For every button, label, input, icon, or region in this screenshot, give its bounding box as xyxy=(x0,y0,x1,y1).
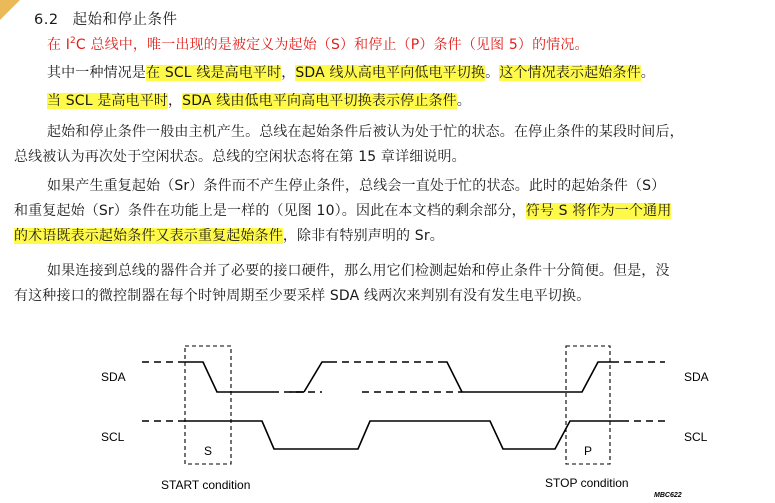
p1-superscript: 2 xyxy=(70,36,76,46)
p6-line-1-text: 如果连接到总线的器件合并了必要的接口硬件，那么用它们检测起始和停止条件十分简便。但是，没 xyxy=(47,263,670,279)
p5-highlight-2: 的术语既表示起始条件又表示重复起始条件 xyxy=(14,228,283,244)
p3-text-b: 。 xyxy=(456,93,471,109)
p1-text-b: C 总线中，唯一出现的是被定义为起始（S）和停止（P）条件（见图 5）的情况。 xyxy=(75,37,589,53)
p2-text-a: 其中一种情况是 xyxy=(47,65,147,81)
scl-label-right: SCL xyxy=(684,430,708,444)
p4-line-1-text: 起始和停止条件一般由主机产生。总线在起始条件后被认为处于忙的状态。在停止条件的某段时间后， xyxy=(47,124,684,140)
scl-label-left: SCL xyxy=(101,430,125,444)
figure-id: MBC622 xyxy=(654,492,682,499)
sda-stop-edge xyxy=(540,362,612,392)
stop-caption: STOP condition xyxy=(545,476,629,490)
sda-start-edge xyxy=(182,362,272,392)
start-symbol: S xyxy=(204,444,213,458)
stop-symbol: P xyxy=(584,444,593,458)
p3-highlight-2: SDA 线由低电平向高电平切换表示停止条件 xyxy=(182,93,457,109)
sda-label-right: SDA xyxy=(684,370,709,384)
p3-text-a: ， xyxy=(168,93,183,109)
sda-label-left: SDA xyxy=(101,370,126,384)
p5-line-2-text: 和重复起始（Sr）条件在功能上是一样的（见图 10）。因此在本文档的剩余部分， xyxy=(14,203,526,219)
p1-text-a: 在 I xyxy=(47,37,71,53)
p5-line-1-text: 如果产生重复起始（Sr）条件而不产生停止条件，总线会一直处于忙的状态。此时的起始条件（S） xyxy=(47,178,666,194)
start-caption: START condition xyxy=(161,478,251,492)
p2-highlight-3: 这个情况表示起始条件 xyxy=(499,65,641,81)
p5-line-3-text: ，除非有特别声明的 Sr。 xyxy=(282,228,444,244)
p3-highlight-1: 当 SCL 是高电平时 xyxy=(47,93,169,109)
section-title: 起始和停止条件 xyxy=(72,12,178,28)
p2-text-d: 。 xyxy=(640,65,655,81)
p2-highlight-1: 在 SCL 线是高电平时 xyxy=(146,65,282,81)
sda-data-transition xyxy=(304,362,330,392)
p4-line-2: 总线被认为再次处于空闲状态。总线的空闲状态将在第 15 章详细说明。 xyxy=(14,149,466,165)
p2-text-c: 。 xyxy=(485,65,500,81)
p2-highlight-2: SDA 线从高电平向低电平切换 xyxy=(295,65,486,81)
p2-text-b: ， xyxy=(281,65,296,81)
scl-wave xyxy=(183,421,622,449)
p5-highlight-1: 符号 S 将作为一个通用 xyxy=(525,203,672,219)
p6-line-2: 有这种接口的微控制器在每个时钟周期至少要采样 SDA 线两次来判别有没有发生电平切换。 xyxy=(14,288,591,304)
section-number: 6.2 xyxy=(34,12,59,28)
sda-data-fall xyxy=(440,362,540,392)
